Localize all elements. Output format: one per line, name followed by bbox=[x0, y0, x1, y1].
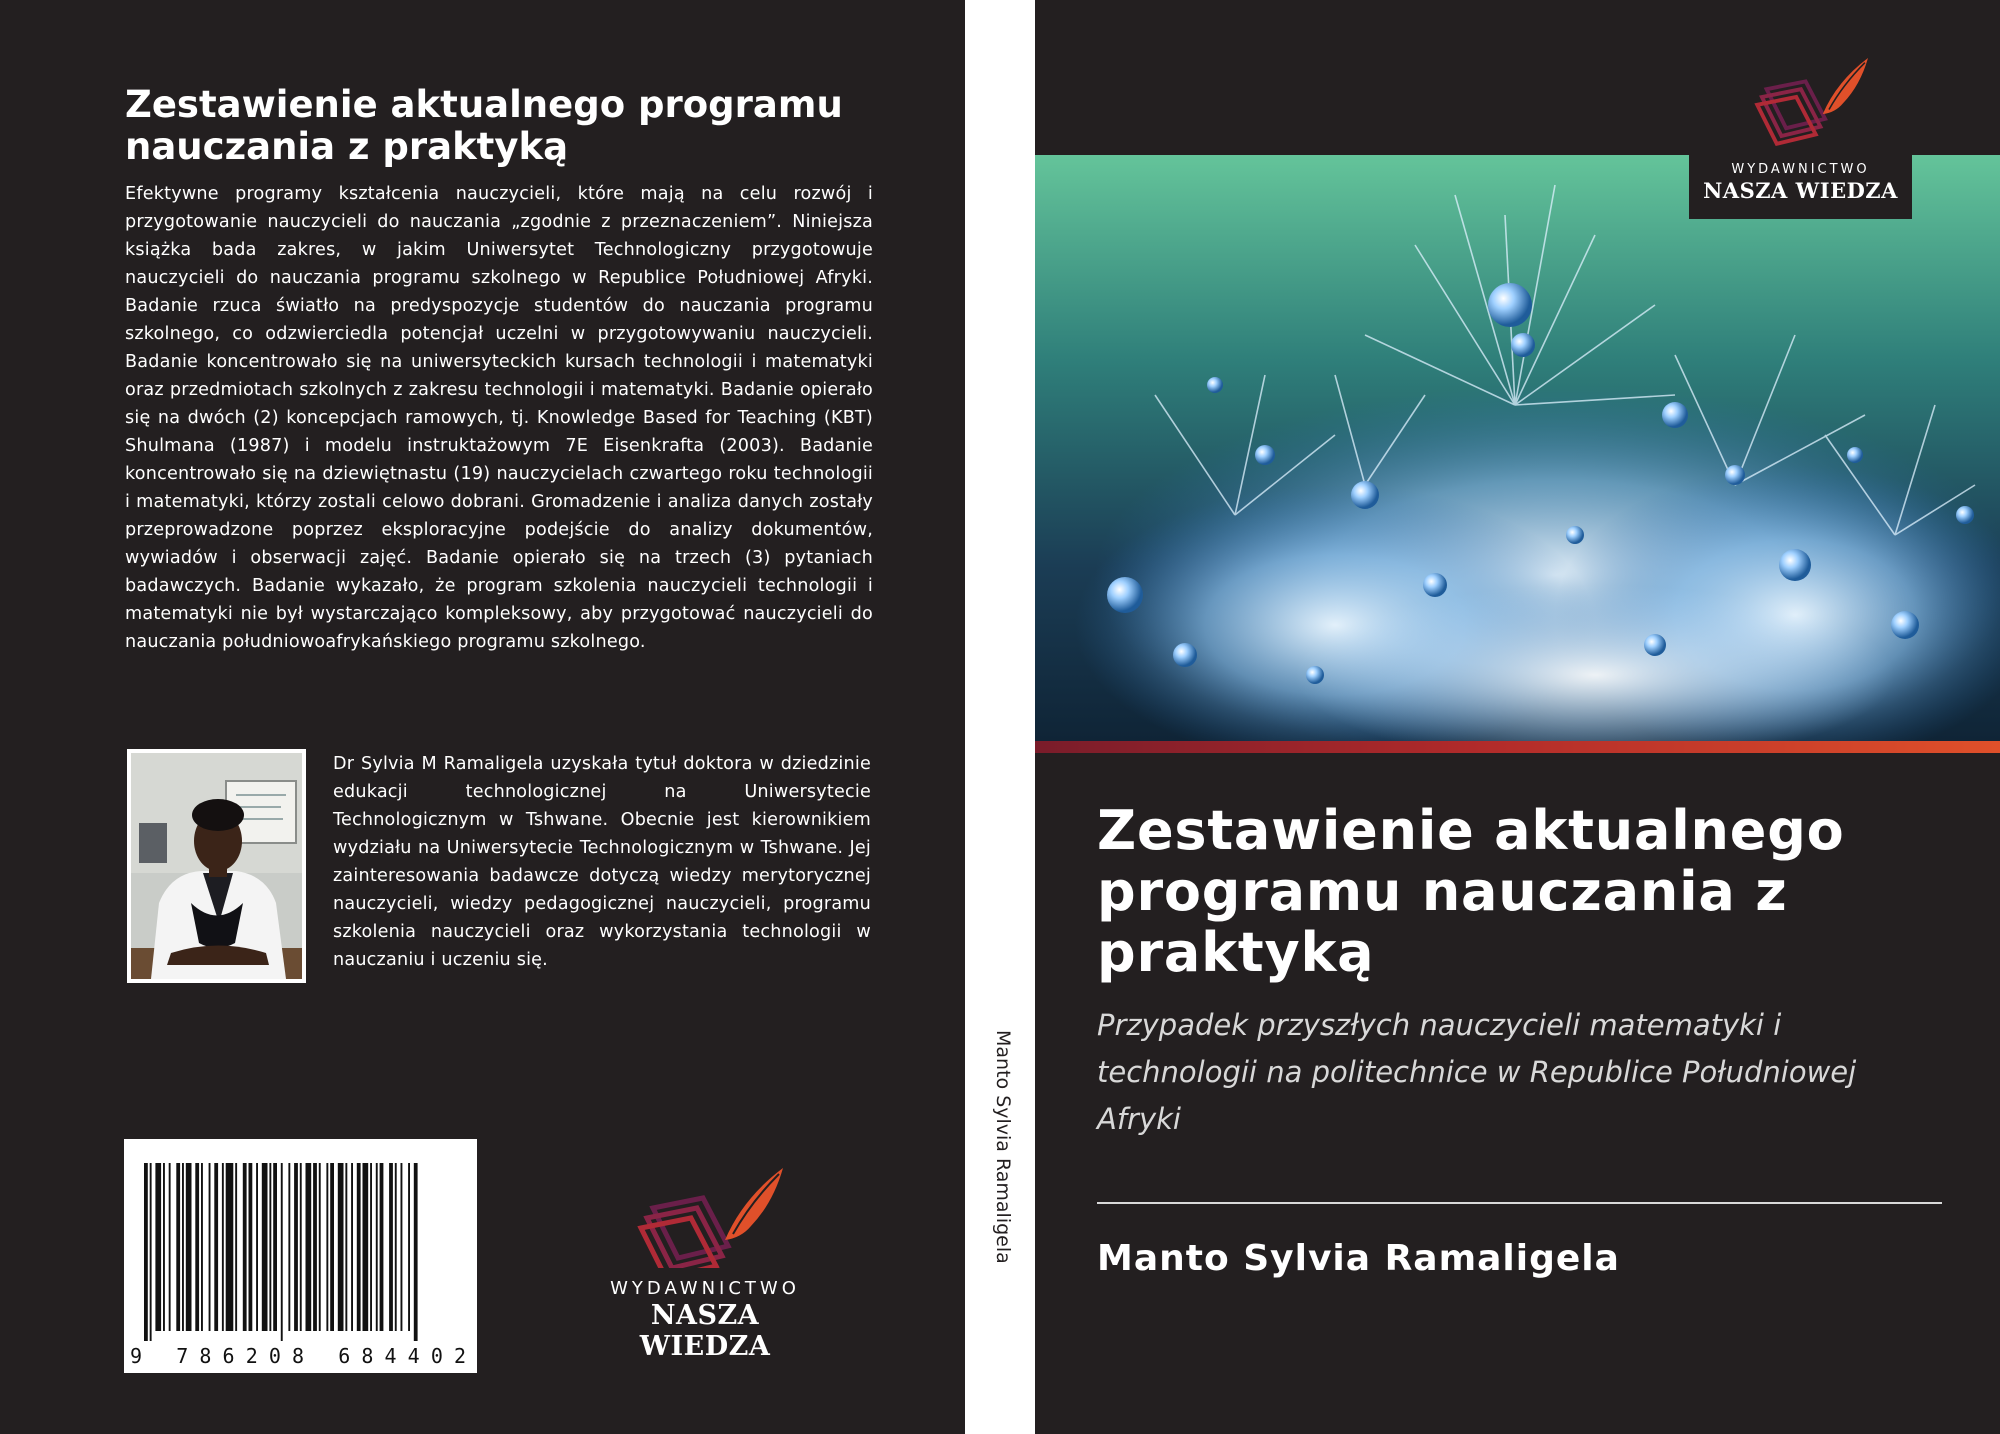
barcode-bar bbox=[195, 1163, 199, 1331]
book-subtitle: Przypadek przyszłych nauczycieli matematyki i technologii na politechnice w Republice Południowej Afryki bbox=[1097, 1008, 1857, 1136]
barcode-bar bbox=[294, 1163, 298, 1331]
front-logo-label-small: WYDAWNICTWO bbox=[1731, 162, 1870, 177]
barcode-bar bbox=[319, 1163, 321, 1331]
author-bio: Dr Sylvia M Ramaligela uzyskała tytuł doktora w dziedzinie edukacji technologicznej na Uniwersytecie Technologicznym w Tshwane. Obecnie jest kierownikiem wydziału na Uniwersytecie Technologicznym w Tshwane. Jej zainteresowania badawcze dotyczą wiedzy merytorycznej nauczycieli, wiedzy pedagogicznej nauczycieli, programu szkolenia nauczycieli oraz wykorzystania technologii w nauczaniu i uczeniu się. bbox=[333, 754, 871, 970]
barcode-bar bbox=[330, 1163, 334, 1331]
barcode-bar bbox=[281, 1163, 283, 1341]
barcode-bar bbox=[226, 1163, 234, 1331]
barcode-bar bbox=[357, 1163, 361, 1331]
back-cover-title: Zestawienie aktualnego programu nauczania z praktyką bbox=[125, 83, 843, 168]
barcode-bar bbox=[186, 1163, 192, 1331]
barcode-bar bbox=[269, 1163, 271, 1331]
front-logo-label-big: NASZA WIEDZA bbox=[1703, 178, 1898, 203]
title-divider bbox=[1097, 1202, 1942, 1204]
barcode-bar bbox=[176, 1163, 180, 1331]
barcode-bar bbox=[155, 1163, 161, 1331]
back-publisher-logo bbox=[585, 1148, 825, 1362]
barcode-bar bbox=[408, 1163, 410, 1331]
barcode-bar bbox=[273, 1163, 277, 1331]
book-author: Manto Sylvia Ramaligela bbox=[1097, 1238, 1620, 1279]
book-with-quill-icon bbox=[585, 1148, 825, 1268]
barcode-bar bbox=[351, 1163, 353, 1331]
barcode-bar bbox=[380, 1163, 384, 1331]
cover-photo bbox=[1035, 155, 2000, 741]
barcode-bar bbox=[300, 1163, 302, 1331]
spine-author: Manto Sylvia Ramaligela bbox=[992, 1030, 1014, 1264]
front-cover bbox=[1035, 0, 2000, 1434]
barcode-bar bbox=[376, 1163, 378, 1331]
book-with-quill-icon bbox=[1689, 52, 1912, 162]
author-photo bbox=[127, 749, 306, 983]
barcode-bar bbox=[144, 1163, 148, 1341]
barcode-bar bbox=[262, 1163, 268, 1331]
back-cover-description: Efektywne programy kształcenia nauczycieli, które mają na celu rozwój i przygotowanie nauczycieli do nauczania „zgodnie z przeznaczeniem”. Niniejsza książka bada zakres, w jakim Uniwersytet Technologiczny przygotowuje nauczycieli do nauczania programu szkolnego w Republice Południowej Afryki. Badanie rzuca światło na predyspozycje studentów do nauczania programu szkolnego, co odzwierciedla potencjał uczelni w przygotowywaniu nauczycieli. Badanie koncentrowało się na uniwersyteckich kursach technologii i matematyki oraz przedmiotach szkolnych z zakresu technologii i matematyki. Badanie opierało się na dwóch (2) koncepcjach ramowych, tj. Knowledge Based for Teaching (KBT) Shulmana (1987) i modelu instruktażowym 7E Eisenkrafta (2003). Badanie koncentrowało się na dziewiętnastu (19) nauczycielach czwartego roku technologii i matematyki, którzy zostali celowo dobrani. Gromadzenie i analiza danych zostały przeprowadzone poprzez eksploracyjne podejście do analizy dokumentów, wywiadów i obserwacji zajęć. Badanie opierało się na trzech (3) pytaniach badawczych. Badanie wykazało, że program szkolenia nauczycieli technologii i matematyki nie był wystarczająco kompleksowy, aby przygotować nauczycieli do nauczania południowoafrykańskiego programu szkolnego. bbox=[125, 184, 873, 652]
barcode-bar bbox=[306, 1163, 312, 1331]
barcode-bar bbox=[326, 1163, 328, 1331]
isbn-digits: 9 786208 684402 bbox=[130, 1344, 466, 1368]
barcode-bar bbox=[363, 1163, 369, 1331]
barcode-bar bbox=[313, 1163, 317, 1331]
barcode-bar bbox=[235, 1163, 237, 1331]
barcode-bar bbox=[395, 1163, 397, 1331]
barcode-bar bbox=[338, 1163, 344, 1331]
barcode-bar bbox=[182, 1163, 184, 1331]
back-logo-label-small: WYDAWNICTWO bbox=[610, 1278, 800, 1299]
barcode-bar bbox=[150, 1163, 152, 1341]
barcode-bar bbox=[401, 1163, 403, 1331]
barcode-bar bbox=[414, 1163, 418, 1341]
barcode-bar bbox=[163, 1163, 165, 1331]
barcode-bar bbox=[243, 1163, 247, 1331]
barcode-bar bbox=[169, 1163, 171, 1331]
barcode-bar bbox=[209, 1163, 211, 1331]
barcode-bar bbox=[389, 1163, 393, 1331]
barcode-bar bbox=[345, 1163, 347, 1331]
isbn-barcode bbox=[124, 1139, 477, 1373]
back-cover bbox=[0, 0, 965, 1434]
cover-accent-stripe bbox=[1035, 741, 2000, 753]
barcode-bar bbox=[222, 1163, 224, 1331]
back-logo-label-big: NASZA WIEDZA bbox=[639, 1300, 771, 1362]
barcode-bar bbox=[370, 1163, 372, 1331]
barcode-bar bbox=[214, 1163, 218, 1331]
barcode-bar bbox=[256, 1163, 258, 1331]
barcode-bar bbox=[201, 1163, 203, 1331]
book-title: Zestawienie aktualnego programu nauczania z praktyką bbox=[1097, 799, 1845, 984]
barcode-bar bbox=[288, 1163, 290, 1331]
front-publisher-logo bbox=[1689, 52, 1912, 219]
barcode-bar bbox=[249, 1163, 253, 1331]
